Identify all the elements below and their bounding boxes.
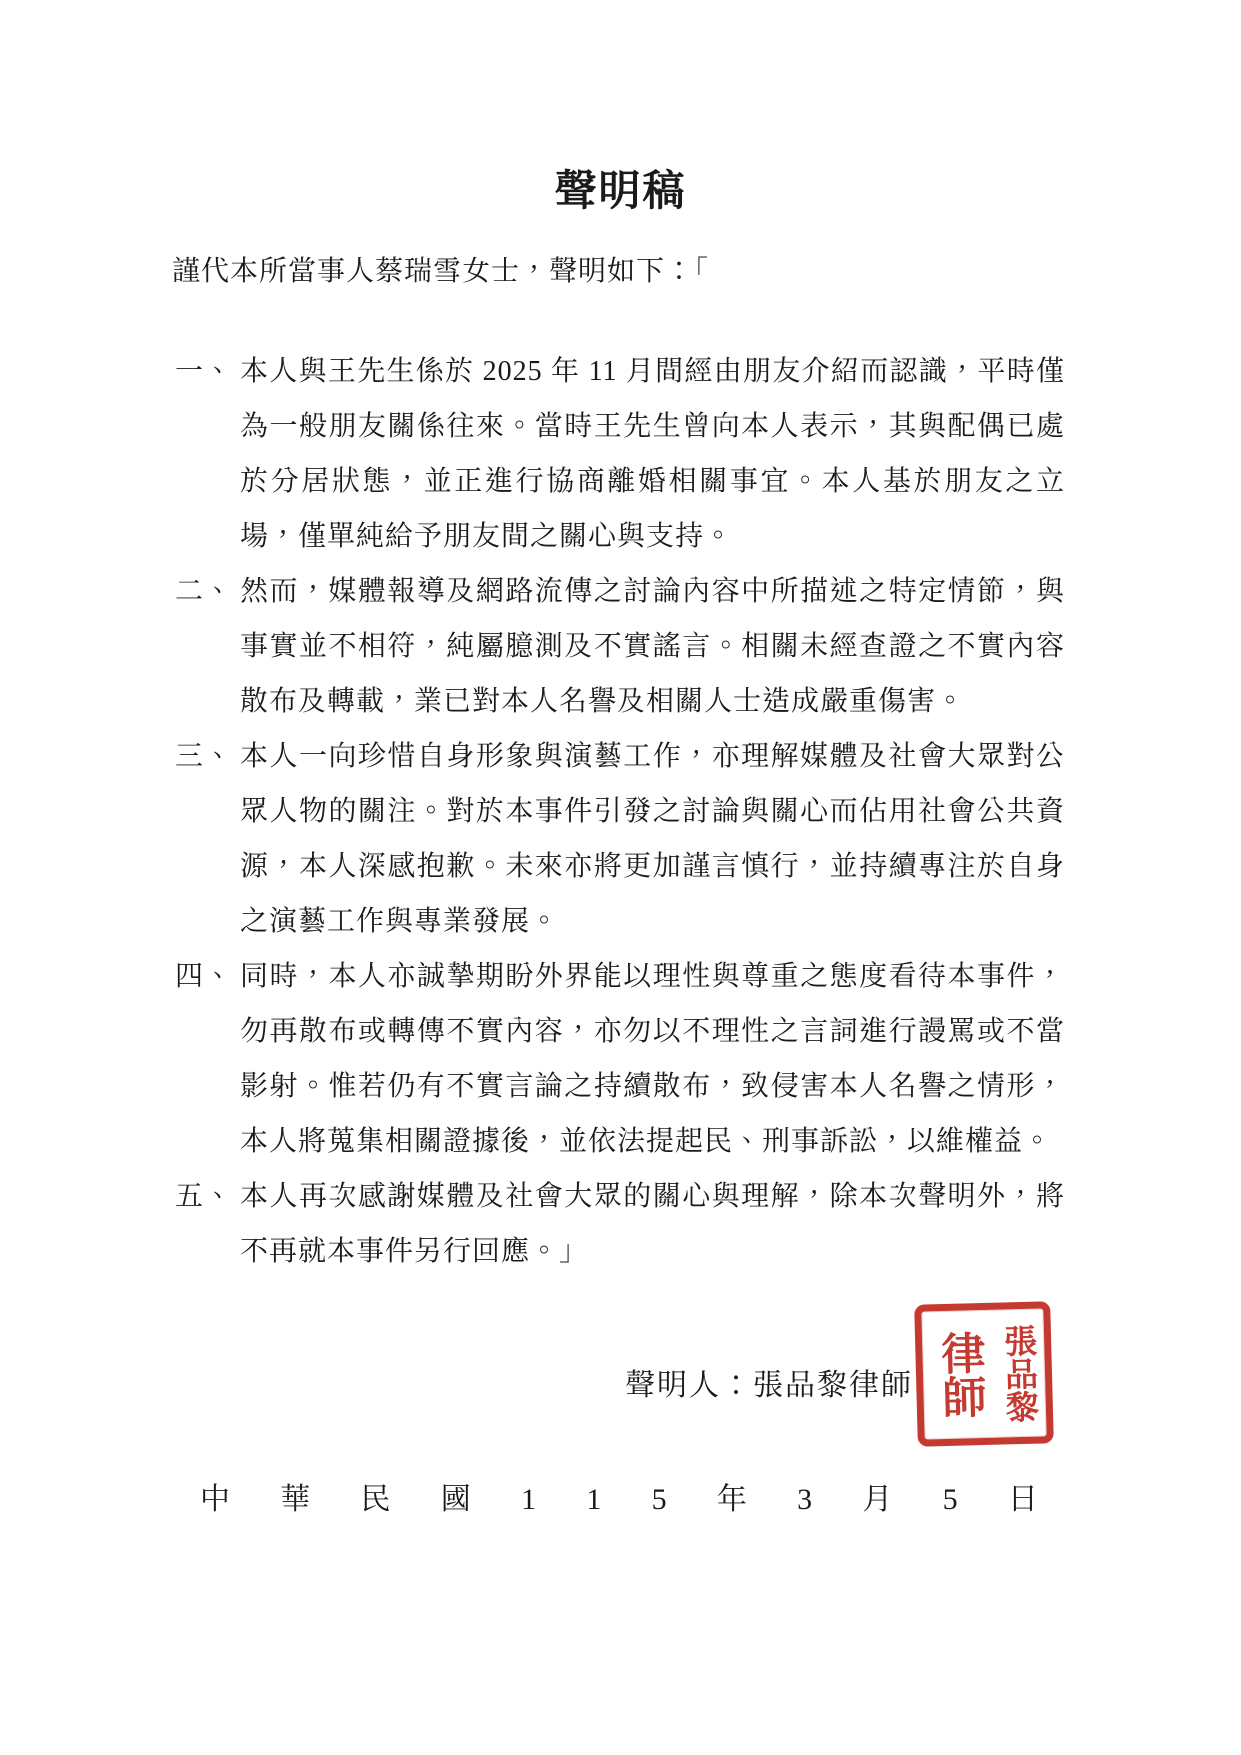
- date-char: 3: [797, 1483, 813, 1516]
- item-text: 然而，媒體報導及網路流傳之討論內容中所描述之特定情節，與事實並不相符，純屬臆測及不實謠言。相關未經查證之不實內容散布及轉載，業已對本人名譽及相關人士造成嚴重傷害。: [240, 576, 1065, 717]
- statement-item: [175, 1169, 1065, 1279]
- item-text: 本人一向珍惜自身形象與演藝工作，亦理解媒體及社會大眾對公眾人物的關注。對於本事件引發之討論與關心而佔用社會公共資源，本人深感抱歉。未來亦將更加謹言慎行，並持續專注於自身之演藝工作與專業發展。: [240, 741, 1065, 937]
- lawyer-seal-stamp: [914, 1301, 1054, 1447]
- date-char: 民: [360, 1483, 391, 1516]
- statement-item: [175, 729, 1065, 949]
- date-char: 中: [200, 1483, 230, 1516]
- date-char: 5: [942, 1483, 958, 1516]
- statement-items: [175, 344, 1065, 1279]
- statement-item: [175, 564, 1065, 729]
- seal-left-column: 律師: [933, 1330, 986, 1420]
- statement-item: [175, 344, 1065, 564]
- statement-item: [175, 949, 1065, 1169]
- item-number: 三、: [175, 741, 234, 772]
- date-char: 年: [716, 1483, 747, 1516]
- page-title: 聲明稿: [554, 169, 687, 215]
- date-char: 國: [440, 1483, 471, 1516]
- date-char: 月: [862, 1483, 893, 1516]
- date-char: 5: [651, 1483, 667, 1516]
- item-number: 一、: [175, 356, 234, 387]
- date-char: 華: [280, 1483, 311, 1516]
- date-line: [200, 1482, 1038, 1518]
- declarant-signature: 聲明人：張品黎律師: [625, 1369, 913, 1402]
- date-char: 1: [586, 1483, 602, 1516]
- item-number: 四、: [175, 961, 234, 992]
- seal-right-column: 張品黎: [998, 1323, 1038, 1424]
- item-number: 二、: [175, 576, 234, 607]
- date-char: 1: [521, 1483, 537, 1516]
- item-text: 本人再次感謝媒體及社會大眾的關心與理解，除本次聲明外，將不再就本事件另行回應。」: [240, 1181, 1065, 1267]
- item-text: 同時，本人亦誠摯期盼外界能以理性與尊重之態度看待本事件，勿再散布或轉傳不實內容，亦勿以不理性之言詞進行謾罵或不當影射。惟若仍有不實言論之持續散布，致侵害本人名譽之情形，本人將蒐集相關證據後，並依法提起民、刑事訴訟，以維權益。: [240, 961, 1065, 1157]
- date-char: 日: [1007, 1483, 1038, 1516]
- item-number: 五、: [175, 1181, 234, 1212]
- item-text: 本人與王先生係於 2025 年 11 月間經由朋友介紹而認識，平時僅為一般朋友關係往來。當時王先生曾向本人表示，其與配偶已處於分居狀態，並正進行協商離婚相關事宜。本人基於朋友之立場，僅單純給予朋友間之關心與支持。: [240, 356, 1065, 552]
- intro-line: 謹代本所當事人蔡瑞雪女士，聲明如下：「: [172, 256, 710, 287]
